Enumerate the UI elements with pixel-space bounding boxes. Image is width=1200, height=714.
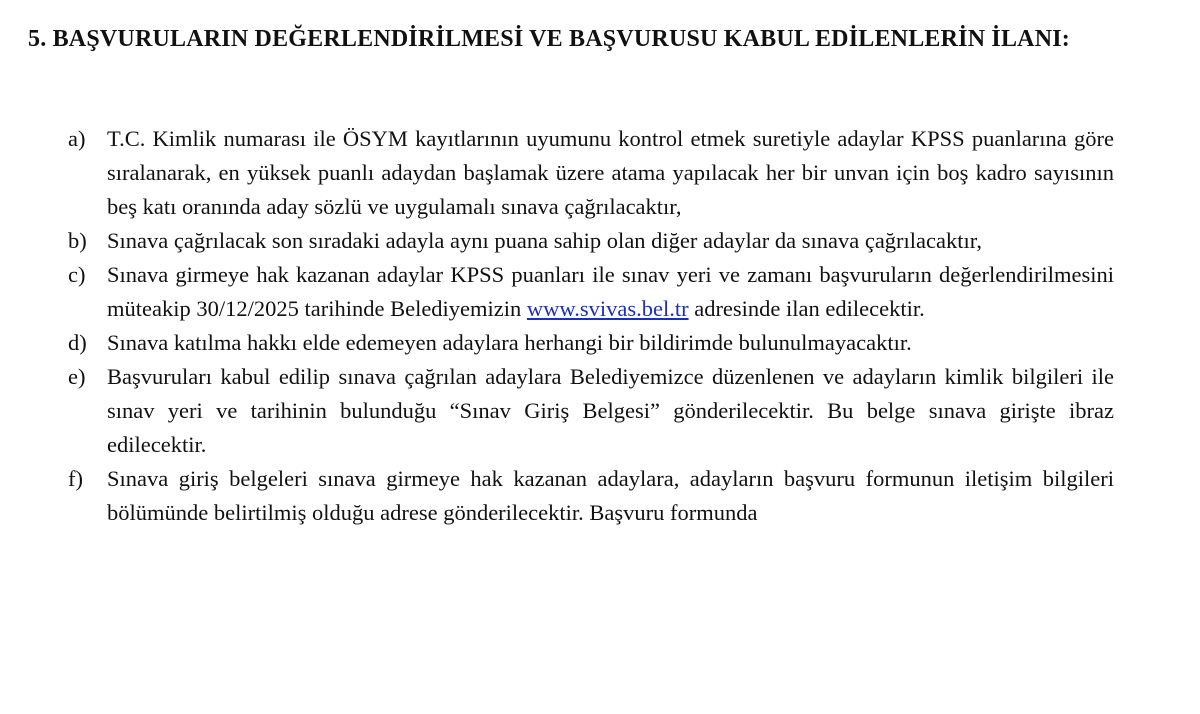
list-item-a	[68, 122, 1114, 224]
section-heading: 5. BAŞVURULARIN DEĞERLENDİRİLMESİ VE BAŞVURUSU KABUL EDİLENLERİN İLANI:	[28, 26, 1070, 52]
item-marker: e)	[68, 364, 86, 389]
list-item-e	[68, 360, 1114, 462]
item-text: T.C. Kimlik numarası ile ÖSYM kayıtlarının uyumunu kontrol etmek suretiyle adaylar KPSS puanlarına göre sıralanarak, en yüksek puanlı adaydan başlamak üzere atama yapılacak her bir unvan için boş kadro sayısının beş katı oranında aday sözlü ve uygulamalı sınava çağrılacaktır,	[107, 126, 1114, 219]
item-text: Sınava katılma hakkı elde edemeyen adaylara herhangi bir bildirimde bulunulmayacaktır.	[107, 330, 912, 355]
item-text-after-link: adresinde ilan edilecektir.	[688, 296, 925, 321]
item-marker: a)	[68, 126, 86, 151]
item-marker: f)	[68, 466, 83, 491]
item-marker: b)	[68, 228, 87, 253]
item-text	[107, 258, 1114, 326]
item-marker: c)	[68, 262, 86, 287]
list-item-b	[68, 224, 1114, 258]
list-item-d	[68, 326, 1114, 360]
item-text-before-link: Sınava girmeye hak kazanan adaylar KPSS puanları ile sınav yeri ve zamanı başvuruların değerlendirilmesini müteakip 30/12/2025 tarihinde Belediyemizin	[107, 262, 1114, 321]
item-text: Sınava çağrılacak son sıradaki adayla aynı puana sahip olan diğer adaylar da sınava çağrılacaktır,	[107, 228, 982, 253]
list-item-c	[68, 258, 1114, 326]
item-text: Sınava giriş belgeleri sınava girmeye hak kazanan adaylara, adayların başvuru formunun iletişim bilgileri bölümünde belirtilmiş olduğu adrese gönderilecektir. Başvuru formunda	[107, 466, 1114, 525]
item-marker: d)	[68, 330, 87, 355]
item-text: Başvuruları kabul edilip sınava çağrılan adaylara Belediyemizce düzenlenen ve adayların kimlik bilgileri ile sınav yeri ve tarihinin bulunduğu “Sınav Giriş Belgesi” gönderilecektir. Bu belge sınava girişte ibraz edilecektir.	[107, 364, 1114, 457]
item-list	[68, 122, 1114, 530]
list-item-f	[68, 462, 1114, 530]
website-link[interactable]: www.svivas.bel.tr	[526, 296, 689, 321]
